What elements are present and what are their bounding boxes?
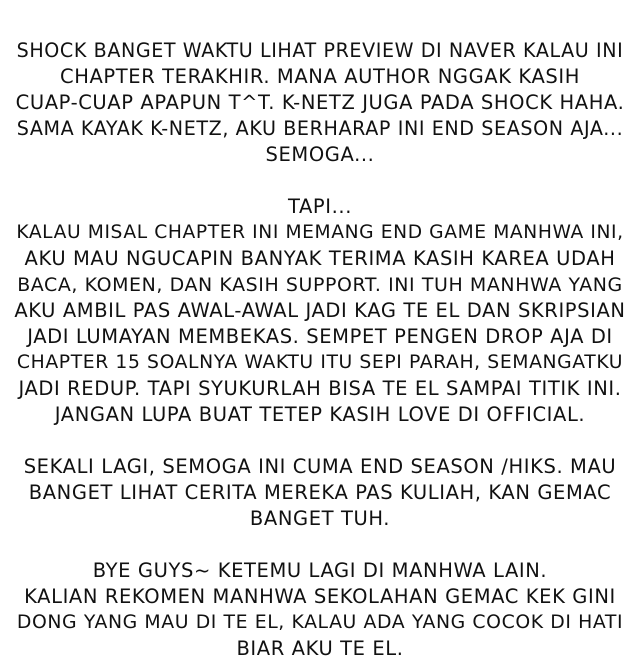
note-paragraph-4 [14,558,626,662]
note-line: BIAR AKU TE EL. [236,637,404,660]
note-paragraph-1 [14,38,626,168]
note-line: KALAU MISAL CHAPTER INI MEMANG END GAME MANHWA INI, [16,222,624,243]
note-line: SAMA KAYAK K-NETZ, AKU BERHARAP INI END SEASON AJA... [16,117,624,140]
note-line: JADI LUMAYAN MEMBEKAS. SEMPET PENGEN DROP AJA DI [27,325,613,348]
note-line: DONG YANG MAU DI TE EL, KALAU ADA YANG COCOK DI HATI [16,612,624,633]
note-line: AKU MAU NGUCAPIN BANYAK TERIMA KASIH KAREA UDAH [24,247,616,270]
note-line: JADI REDUP. TAPI SYUKURLAH BISA TE EL SAMPAI TITIK INI. [18,377,622,400]
paragraph-spacer [14,532,626,558]
note-line: BYE GUYS~ KETEMU LAGI DI MANHWA LAIN. [92,559,548,582]
note-line: BANGET TUH. [249,507,391,530]
note-line: CUAP-CUAP APAPUN T^T. K-NETZ JUGA PADA SHOCK HAHA. [15,91,625,114]
paragraph-spacer [14,168,626,194]
note-paragraph-3 [14,454,626,532]
note-line: SEKALI LAGI, SEMOGA INI CUMA END SEASON /HIKS. MAU [23,455,617,478]
note-line: SEMOGA... [265,143,375,166]
paragraph-spacer [14,428,626,454]
note-line: AKU AMBIL PAS AWAL-AWAL JADI KAG TE EL DAN SKRIPSIAN [14,299,626,322]
note-line: CHAPTER TERAKHIR. MANA AUTHOR NGGAK KASIH [59,65,581,88]
note-paragraph-2 [14,194,626,428]
note-line: BACA, KOMEN, DAN KASIH SUPPORT. INI TUH MANHWA YANG [17,274,623,296]
note-line: BANGET LIHAT CERITA MEREKA PAS KULIAH, KAN GEMAC [28,481,612,504]
note-line: SHOCK BANGET WAKTU LIHAT PREVIEW DI NAVER KALAU INI [16,39,624,62]
note-line: CHAPTER 15 SOALNYA WAKTU ITU SEPI PARAH, SEMANGATKU [16,352,624,373]
translator-note [14,38,626,662]
note-line: TAPI... [287,195,353,218]
note-line: JANGAN LUPA BUAT TETEP KASIH LOVE DI OFFICIAL. [54,403,586,426]
note-line: KALIAN REKOMEN MANHWA SEKOLAHAN GEMAC KEK GINI [24,585,616,608]
